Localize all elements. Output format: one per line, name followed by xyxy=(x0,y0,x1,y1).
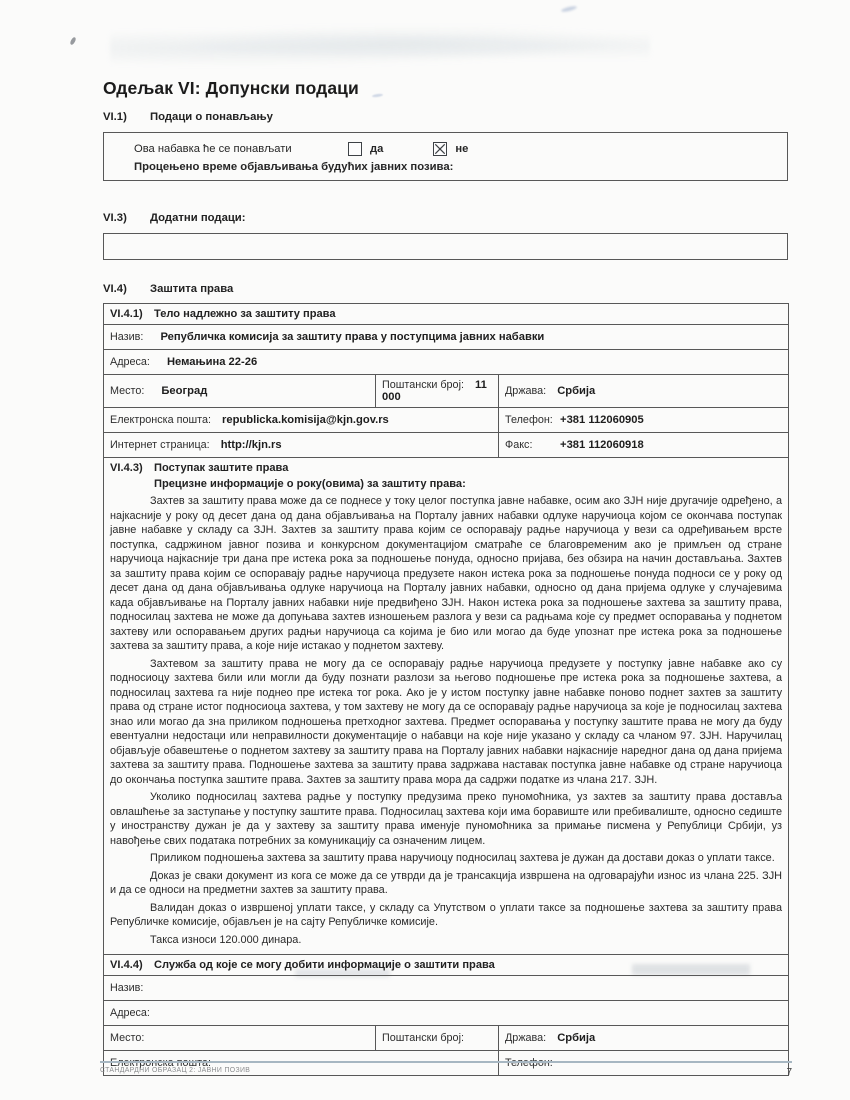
table-row xyxy=(104,433,789,458)
vi44-id: VI.4.4) xyxy=(110,959,143,971)
vi43-paragraph: Уколико подносилац захтева радње у поступку предузима преко пуномоћника, уз захтев за заштиту права доставља овлашћење за заступање у поступку заштите права. Подносилац захтева који има боравиште или пребивалиште, односно седиште у иностранству дужан је да у захтеву за заштиту права именује пуномоћника за примање писмена у Републици Србији, уз навођење свих података потребних за комуникацију са означеним лицем. xyxy=(110,791,783,847)
drzava-value: Србија xyxy=(557,1032,596,1044)
postanski-value: 11 000 xyxy=(382,379,487,403)
page-footer xyxy=(100,1061,792,1078)
table-row xyxy=(104,325,789,350)
vi41-id: VI.4.1) xyxy=(110,308,143,320)
adresa-label: Адреса: xyxy=(110,1007,150,1019)
drzava-label: Држава: xyxy=(505,1032,547,1044)
section-vi3-title: Додатни подаци: xyxy=(150,212,246,224)
internet-label: Интернет страница: xyxy=(110,439,210,451)
postanski-label: Поштански број: xyxy=(382,379,464,391)
naziv-value: Републичка комисија за заштиту права у поступцима јавних набавки xyxy=(160,331,545,343)
table-row xyxy=(104,1026,789,1051)
vi44-title: Служба од које се могу добити информације о заштити права xyxy=(154,959,495,971)
vi43-id: VI.4.3) xyxy=(110,462,143,474)
vi43-paragraph: Доказ је сваки документ из кога се може да се утврди да је трансакција извршена на одговарајући износ из члана 225. ЗЈН и да се односи на предметни захтев за заштиту права. xyxy=(110,869,783,896)
mesto-value: Београд xyxy=(161,385,208,397)
adresa-value: Немањина 22-26 xyxy=(166,356,258,368)
footer-page-number: 7 xyxy=(786,1067,792,1078)
section-vi1-title: Подаци о понављању xyxy=(150,111,273,123)
vi43-paragraph: Приликом подношења захтева за заштиту права наручиоцу подносилац захтева је дужан да достави доказ о уплати таксе. xyxy=(150,852,775,864)
table-row xyxy=(104,408,789,433)
naziv-label: Назив: xyxy=(110,982,144,994)
document-page xyxy=(103,0,788,1076)
x-mark-icon xyxy=(434,143,446,155)
section-vi1-heading xyxy=(103,111,788,123)
mesto-label: Место: xyxy=(110,1032,145,1044)
repeat-question-row xyxy=(134,139,779,159)
email-label: Електронска пошта: xyxy=(110,1057,211,1069)
drzava-label: Држава: xyxy=(505,385,547,397)
email-label: Електронска пошта: xyxy=(110,414,211,426)
section-vi4-title: Заштита права xyxy=(150,283,234,295)
page-title: Одељак VI: Допунски подаци xyxy=(103,78,359,98)
telefon-value: +381 112060905 xyxy=(560,414,644,426)
table-row xyxy=(104,304,789,325)
vi43-paragraph: Такса износи 120.000 динара. xyxy=(150,933,302,946)
vi43-title: Поступак заштите права xyxy=(154,462,289,474)
vi43-subheading: Прецизне информације о року(овима) за заштиту права: xyxy=(154,478,466,490)
vi43-paragraph: Захтев за заштиту права може да се поднесе у току целог поступка јавне набавке, осим ако ЗЈН није другачије одређено, а најкасније у року од десет дана од дана објављивања на Порталу јавних набавки одлуке наручиоца којом се окончава поступак јавне набавке у складу са ЗЈН. Захтев за заштиту права којим се оспоравају радње наручиоца у вези са одређивањем врсте поступка, садржином јавног позива и конкурсном документацијом сматраће се благовременим ако је примљен од стране наручиоца најкасније три дана пре истека рока за подношење понуда, односно пријава, без обзира на начин достављања. Захтев за заштиту права којим се оспоравају радње наручиоца предузете након истека рока за подношење понуда подноси се у року од десет дана од дана објављивања одлуке наручиоца на Порталу јавних набавки, односно од дана пријема одлуке у случајевима када објављивање на Порталу јавних набавки није предвиђено ЗЈН. Након истека рока за подношење захтева за заштиту права, подносилац захтева не може да допуњава захтев изношењем разлога у вези са радњама које су предмет оспоравања у поднетом захтеву или оспоравањем других радњи наручиоца са којима је био или могао да буде упознат пре истека рока за подношење захтева за заштиту права, а које није истакао у поднетом захтеву. xyxy=(110,495,783,652)
vi1-box xyxy=(103,132,788,181)
scan-speck xyxy=(69,37,76,46)
faks-label: Факс: xyxy=(505,439,533,451)
vi43-paragraph: Валидан доказ о извршеној уплати таксе, у складу са Упутством о уплати таксе за подношење захтева за заштиту права Републичке комисије, објављен је на сајту Републичке комисије. xyxy=(110,901,783,928)
repeat-question-label: Ова набавка ће се понављати xyxy=(134,143,292,155)
table-row xyxy=(104,350,789,375)
table-row xyxy=(104,955,789,976)
section-vi4-id: VI.4) xyxy=(103,283,127,295)
vi43-paragraph: Захтевом за заштиту права не могу да се оспоравају радње наручиоца предузете у поступку јавне набавке ако су подносиоцу захтева били или могли да буду познати разлози за његово подношење пре истека рока за подношење захтева, а подносилац захтева га није поднео пре истека тог рока. Ако је у истом поступку јавне набавке поново поднет захтев за заштиту права од стране истог подносиоца захтева, у том захтеву не могу да се оспоравају радње наручиоца за које је подносилац захтева знао или могао да зна приликом подношења претходног захтева. Предмет оспоравања у поступку заштите права не могу да буду евентуални недостаци или неправилности документације о набавци на које није указано у складу са чланом 97. ЗЈН. Наручилац објављује обавештење о поднетом захтеву за заштиту права на Порталу јавних набавки најкасније наредног дана од дана пријема захтева за заштиту права. Подношење захтева за заштиту права задржава наставак поступка јавне набавке од стране наручиоца до окончања поступка заштите права. Захтев за заштиту права мора да садржи податке из члана 217. ЗЈН. xyxy=(110,657,783,786)
mesto-label: Место: xyxy=(110,385,145,397)
section-vi3-heading xyxy=(103,212,788,224)
estimate-row xyxy=(134,161,779,173)
footer-form-name: СТАНДАРДНИ ОБРАЗАЦ 2: ЈАВНИ ПОЗИВ xyxy=(100,1067,251,1074)
checkbox-ne[interactable] xyxy=(433,142,447,156)
vi41-heading xyxy=(110,308,782,320)
vi41-title: Тело надлежно за заштиту права xyxy=(154,308,336,320)
estimate-label: Процењено време објављивања будућих јавних позива: xyxy=(134,161,454,173)
drzava-value: Србија xyxy=(557,385,596,397)
table-row xyxy=(104,458,789,955)
checkbox-da-label: да xyxy=(370,143,384,155)
vi3-empty-field xyxy=(103,233,788,260)
naziv-label: Назив: xyxy=(110,331,144,343)
checkbox-ne-label: не xyxy=(455,143,469,155)
email-value: republicka.komisija@kjn.gov.rs xyxy=(222,414,389,426)
protection-of-rights-table xyxy=(103,303,789,1076)
faks-value: +381 112060918 xyxy=(560,439,644,451)
table-row xyxy=(104,375,789,408)
internet-value: http://kjn.rs xyxy=(220,439,282,451)
vi44-heading xyxy=(110,959,782,971)
adresa-label: Адреса: xyxy=(110,356,150,368)
vi43-heading xyxy=(110,462,782,474)
section-vi4-heading xyxy=(103,283,788,295)
table-row xyxy=(104,976,789,1001)
postanski-label: Поштански број: xyxy=(382,1032,464,1044)
telefon-label: Телефон: xyxy=(505,414,553,426)
section-vi3-id: VI.3) xyxy=(103,212,127,224)
table-row xyxy=(104,1001,789,1026)
telefon-label: Телефон: xyxy=(505,1057,553,1069)
section-vi1-id: VI.1) xyxy=(103,111,127,123)
checkbox-da[interactable] xyxy=(348,142,362,156)
